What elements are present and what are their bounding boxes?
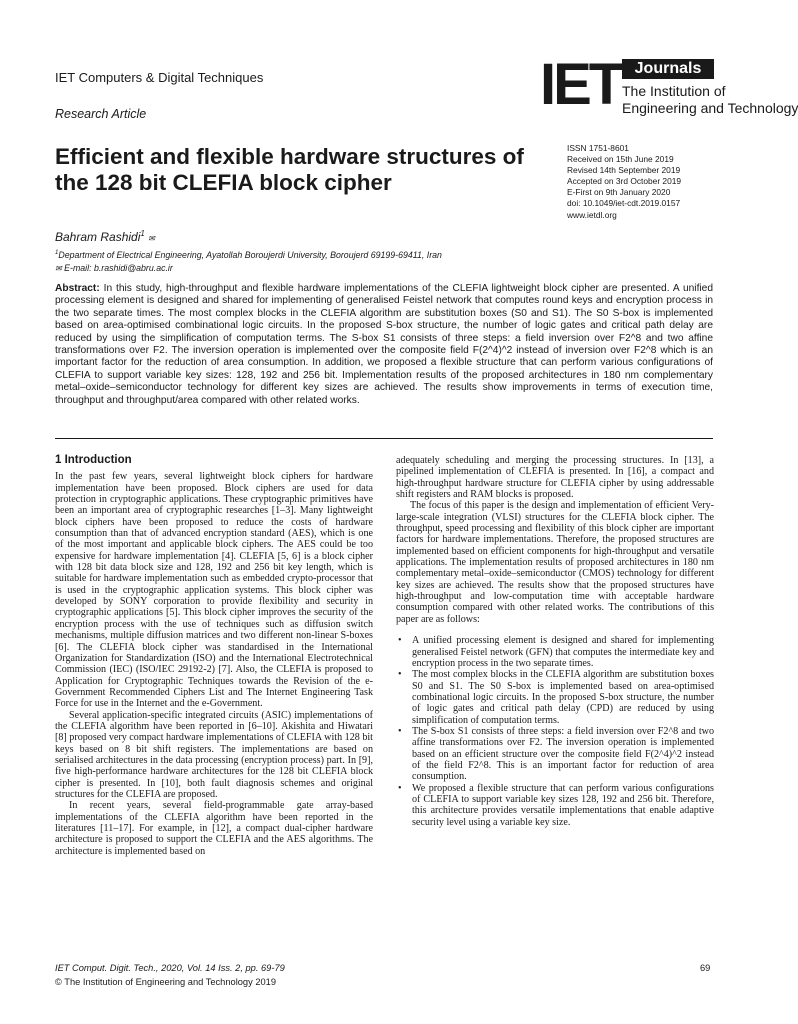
section-heading-introduction: 1 Introduction <box>55 454 132 466</box>
list-item <box>396 726 714 783</box>
author-name: Bahram Rashidi <box>55 230 141 244</box>
abstract-text: In this study, high-throughput and flexible hardware implementations of the CLEFIA lightweight block cipher are presented. A unified processing element is designed and shared for implementing of generalised Feistel network that computes round keys and encryption process in the two separate times. The most complex blocks in the CLEFIA algorithm are substitution boxes (S0 and S1). The S0 S-box is implemented based on area-optimised combinational logic circuits. In the proposed S-box structure, the number of logic gates and critical path delay are reduced by using the simplification of computation terms. The S-box S1 consists of three steps: a field inversion over F2^8 and two affine transformations over F2. The inversion operation is implemented over the composite field F(2^4)^2 instead of inversion over F2^8 which is an important factor for the reduction of area consumption. In addition, we proposed a flexible structure that can perform various configurations of CLEFIA to support variable key sizes: 128, 192 and 256 bit. Implementation results of the proposed architectures in 180 nm complementary metal–oxide–semiconductor technology for different key sizes are achieved. The results show improvements in terms of execution time, throughput and throughput/area compared with other related works. <box>55 283 713 406</box>
author-superscript: 1 <box>140 229 145 238</box>
email-line <box>55 263 173 273</box>
contributions-list <box>396 635 714 828</box>
list-item-text: The S-box S1 consists of three steps: a field inversion over F2^8 and two affine transformations over F2. The inversion operation is implemented based on an efficient structure over the composite field F(2^4)^2 instead of the field F2^8. This is an important factor for reduction of area consumption. <box>412 725 714 783</box>
list-item-text: A unified processing element is designed and shared for implementing generalised Feistel network (GFN) that computes the intermediate key and encryption process in the two separate times. <box>412 635 714 669</box>
list-item-text: We proposed a flexible structure that can perform various configurations of CLEFIA to support variable key sizes 128, 192 and 256 bit. Therefore, this architecture provides versatile implementations that enable adaptive security level using a variable key size. <box>412 782 714 828</box>
meta-efirst: E-First on 9th January 2020 <box>567 187 671 198</box>
email-text[interactable]: E-mail: b.rashidi@abru.ac.ir <box>64 263 173 273</box>
intro-paragraph-5: The focus of this paper is the design and implementation of efficient Very-large-scale integration (VLSI) structures for the CLEFIA block cipher. The throughput, speed processing and flexibility of this block cipher are important factors for hardware implementations. Therefore, the proposed structures are implemented based on efficient components for high-throughput and versatile applications. The implementation results of proposed architectures in 180 nm complementary metal–oxide–semiconductor (CMOS) technology for different key sizes are achieved. The results show that the proposed structures have high-throughput and low-computation time with acceptable hardware consumption compared with other related works. The contributions of this paper are as follows: <box>396 500 714 625</box>
meta-website[interactable]: www.ietdl.org <box>567 209 617 220</box>
iet-logo <box>540 52 798 122</box>
affiliation-superscript: 1 <box>55 250 59 257</box>
logo-mark: IET <box>540 52 622 117</box>
section-divider <box>55 438 713 439</box>
journal-name: IET Computers & Digital Techniques <box>55 70 264 85</box>
affiliation <box>55 250 442 260</box>
list-item <box>396 635 714 669</box>
page-number: 69 <box>700 963 711 973</box>
left-column <box>55 455 373 857</box>
meta-doi[interactable]: doi: 10.1049/iet-cdt.2019.0157 <box>567 198 681 209</box>
list-item-text: The most complex blocks in the CLEFIA algorithm are substitution boxes S0 and S1. The S0 S-box is implemented based on area-optimised combinational logic circuits. In the proposed S-box structure, the number of logic gates and critical path delay (CPD) are reduced by using simplification of computation terms. <box>412 669 714 726</box>
footer-citation: IET Comput. Digit. Tech., 2020, Vol. 14 Iss. 2, pp. 69-79 <box>55 963 285 973</box>
bullet-mark: • <box>398 782 402 794</box>
meta-accepted: Accepted on 3rd October 2019 <box>567 176 682 187</box>
bullet-mark: • <box>398 669 402 681</box>
article-type: Research Article <box>55 107 147 121</box>
list-item <box>396 669 714 726</box>
meta-received: Received on 15th June 2019 <box>567 154 674 165</box>
logo-line-1: The Institution of <box>622 83 726 99</box>
author-line <box>55 229 155 244</box>
abstract-label: Abstract: <box>55 283 100 294</box>
affiliation-text: Department of Electrical Engineering, Ayatollah Boroujerdi University, Boroujerd 69199-69411, Iran <box>58 250 442 260</box>
logo-line-2: Engineering and Technology <box>622 100 798 116</box>
footer-copyright: © The Institution of Engineering and Technology 2019 <box>55 977 277 987</box>
logo-journals-box: Journals <box>622 59 714 79</box>
abstract <box>55 283 713 407</box>
bullet-mark: • <box>398 725 402 737</box>
intro-paragraph-4: adequately scheduling and merging the processing structures. In [13], a pipelined implementation of CLEFIA is presented. In [16], a compact and high-throughput hardware structure for CLEFIA cipher by using addressable shift registers and RAM blocks is proposed. <box>396 455 714 501</box>
envelope-icon[interactable]: ✉ <box>148 234 155 243</box>
intro-paragraph-1: In the past few years, several lightweight block ciphers for hardware implementation have been proposed. Block ciphers are used for data protection in cryptographic applications. These cryptographic primitives have been an important area of cryptographic researches [1–3]. Many lightweight block ciphers have been proposed to reduce the costs of hardware consumption than that of advanced encryption standard (AES), which is one of the most important and applicable block ciphers. The AES could be too expensive for hardware implementation [4]. CLEFIA [5, 6] is a block cipher with 128 bit data block size and 128, 192 and 256 bit key length, which is suitable for hardware implementation such as embedded crypto-processor that is used in the cryptographic application systems. This block cipher was developed by SONY corporation to provide flexibility and security in cryptographic applications [5]. This block cipher improves the security of the encryption process with the use of techniques such as diffusion switch mechanisms, multiple diffusion matrices and two different non-linear S-boxes [6]. The CLEFIA block cipher was standardised in the International Organization for Standardization (ISO) and the International Electrotechnical Commission (IEC) (ISO/IEC 29192-2) [7]. Also, the CLEFIA is proposed to Application for Cryptographic Techniques towards the Revision of the e-Government Recommended Ciphers List and The Internet Engineering Task Force for use in the Internet and the e-Government. <box>55 471 373 710</box>
list-item <box>396 783 714 828</box>
bullet-mark: • <box>398 635 402 647</box>
meta-revised: Revised 14th September 2019 <box>567 165 681 176</box>
intro-paragraph-3: In recent years, several field-programmable gate array-based implementations of the CLEFIA algorithm have been reported in the literatures [11–17]. For example, in [12], a compact dual-cipher hardware architecture is proposed to support the CLEFIA and the AES algorithms. The architecture is implemented based on <box>55 800 373 857</box>
envelope-icon: ✉ <box>55 264 62 273</box>
right-column <box>396 455 714 828</box>
article-meta <box>567 143 757 221</box>
meta-issn: ISSN 1751-8601 <box>567 143 629 153</box>
intro-paragraph-2: Several application-specific integrated circuits (ASIC) implementations of the CLEFIA algorithm have been reported in [6–10]. Akishita and Hiwatari [8] proposed very compact hardware implementations of CLEFIA with 128 bit keys based on 8 bit shift registers. The implementations are based on serialised architectures in the data processing (encryption process) part. In [9], five high-performance hardware architectures for the 128 bit CLEFIA block cipher is presented. In [10], both fault diagnosis schemes and original structures for the CLEFIA are proposed. <box>55 709 373 800</box>
paper-title: Efficient and flexible hardware structures of the 128 bit CLEFIA block cipher <box>55 144 524 195</box>
